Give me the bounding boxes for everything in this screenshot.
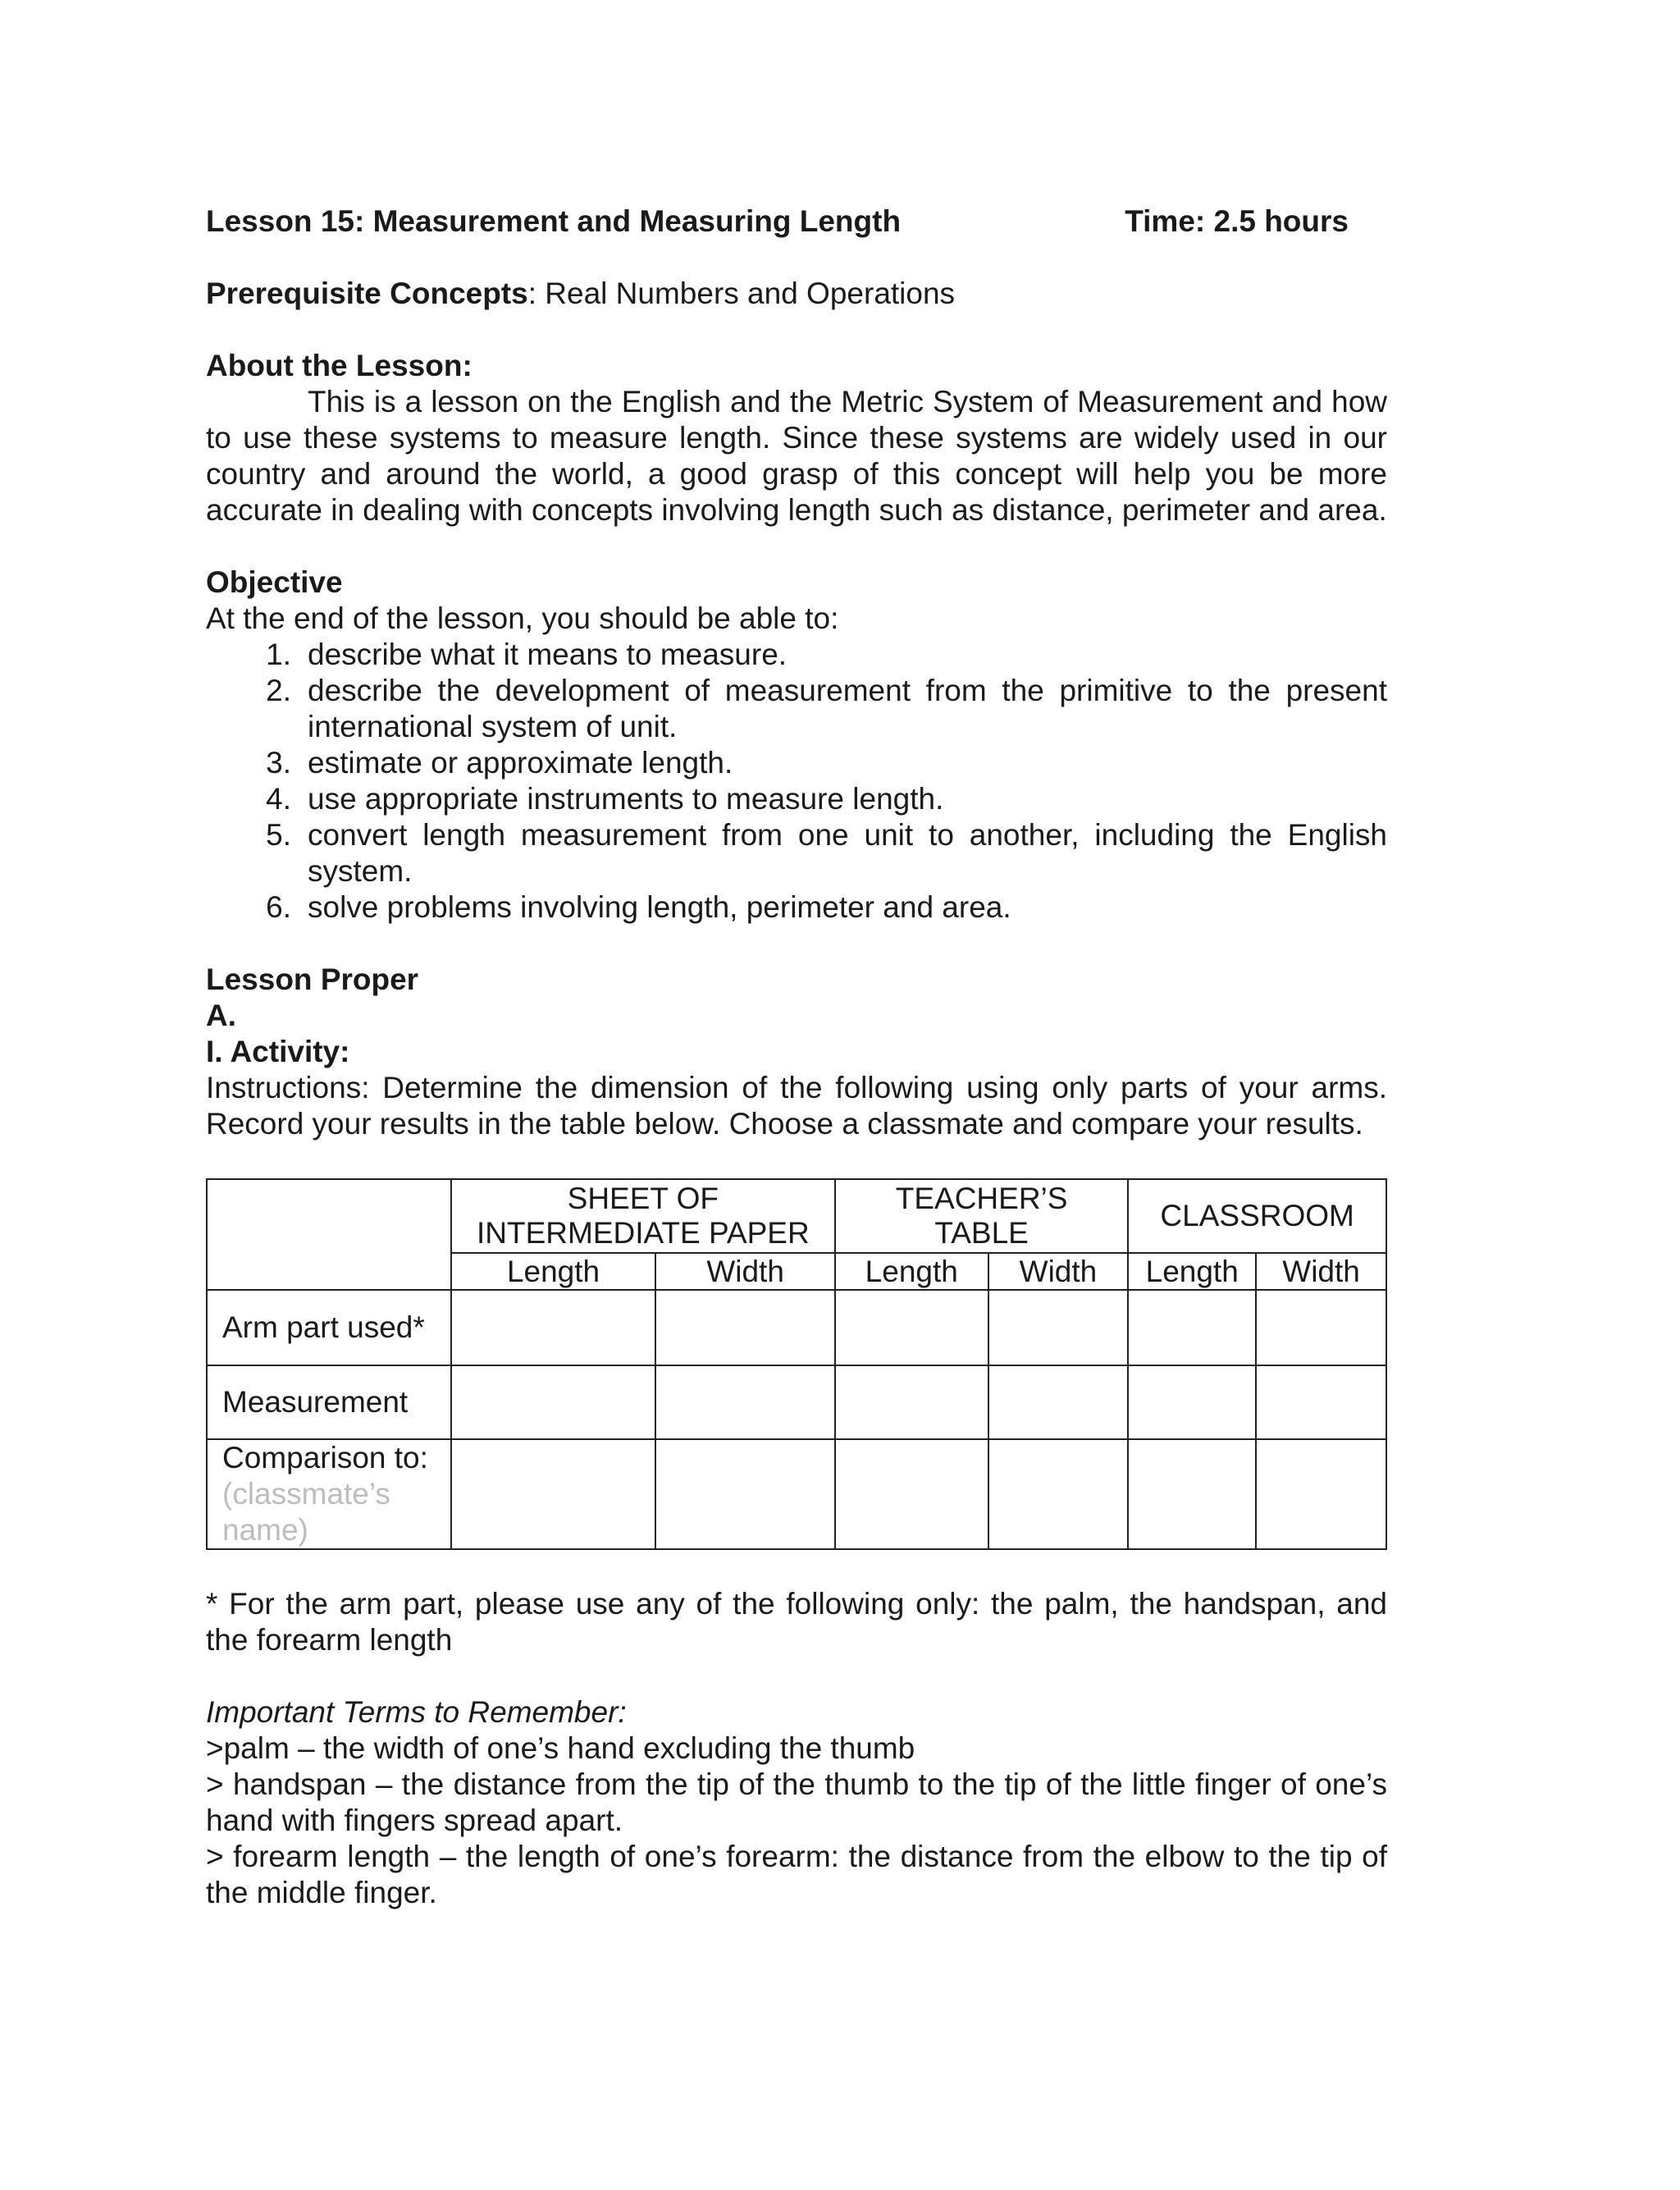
list-item: 5. convert length measurement from one unit to another, including the English system.: [266, 818, 1387, 888]
prerequisite-label: Prerequisite Concepts: [206, 277, 528, 310]
activity-table: [206, 1178, 1387, 1550]
lesson-title-row: [206, 203, 1387, 240]
document-page: [206, 203, 1387, 1911]
table-subheader: Width: [988, 1253, 1129, 1290]
about-text: This is a lesson on the English and the Metric System of Measurement and how to use these systems to measure length. Since these systems are widely used in our country and around the world, a good grasp of this concept will help you be more accurate in dealing with concepts involving length such as distance, perimeter and area.: [206, 385, 1387, 527]
table-cell: [835, 1290, 988, 1365]
lesson-time: Time: 2.5 hours: [1125, 204, 1349, 238]
row-label: Comparison to: (classmate’s name): [207, 1439, 451, 1549]
row-label: Measurement: [207, 1365, 451, 1439]
lesson-proper-heading: Lesson Proper: [206, 962, 419, 996]
table-cell: [451, 1365, 656, 1439]
list-item: 4. use appropriate instruments to measure length.: [266, 782, 944, 816]
table-cell: [988, 1365, 1129, 1439]
prerequisite-text: : Real Numbers and Operations: [527, 277, 956, 310]
table-subheader: Length: [451, 1253, 656, 1290]
table-cell: [988, 1290, 1129, 1365]
objective-intro: At the end of the lesson, you should be able to:: [206, 601, 839, 635]
table-group-header: CLASSROOM: [1128, 1179, 1386, 1253]
table-cell: [835, 1439, 988, 1549]
list-item: 2. describe the development of measurement from the primitive to the present international system of unit.: [266, 674, 1387, 743]
lesson-title: Lesson 15: Measurement and Measuring Length: [206, 204, 902, 238]
list-item: 6. solve problems involving length, perimeter and area.: [266, 890, 1011, 924]
term-palm: >palm – the width of one’s hand excluding the thumb: [206, 1731, 915, 1765]
lesson-proper-part: A.: [206, 999, 236, 1032]
activity-heading: I. Activity:: [206, 1035, 350, 1068]
row-sublabel: (classmate’s name): [222, 1477, 390, 1547]
table-row: [207, 1365, 1386, 1439]
table-subheader: Length: [835, 1253, 988, 1290]
table-cell: [655, 1290, 835, 1365]
term-forearm-length: > forearm length – the length of one’s forearm: the distance from the elbow to the tip of the middle finger.: [206, 1840, 1387, 1909]
table-cell: [1256, 1365, 1386, 1439]
table-cell: [1256, 1439, 1386, 1549]
table-group-header: SHEET OF INTERMEDIATE PAPER: [451, 1179, 835, 1253]
table-footnote: * For the arm part, please use any of the following only: the palm, the handspan, and the forearm length: [206, 1587, 1387, 1657]
table-row: [207, 1439, 1386, 1549]
table-group-header: TEACHER’S TABLE: [835, 1179, 1128, 1253]
list-item: 3. estimate or approximate length.: [266, 746, 733, 780]
table-subheader: Width: [655, 1253, 835, 1290]
activity-instructions: Instructions: Determine the dimension of the following using only parts of your arms. Record your results in the table below. Choose a classmate and compare your results.: [206, 1071, 1387, 1141]
table-cell: [1128, 1439, 1256, 1549]
row-label: Arm part used*: [207, 1290, 451, 1365]
objective-list: [206, 637, 1387, 926]
table-cell: [655, 1439, 835, 1549]
table-cell: [1128, 1365, 1256, 1439]
table-row: [207, 1290, 1386, 1365]
table-cell: [1256, 1290, 1386, 1365]
table-cell: [988, 1439, 1129, 1549]
table-cell: [451, 1290, 656, 1365]
about-heading: About the Lesson:: [206, 349, 472, 382]
list-item: 1. describe what it means to measure.: [266, 638, 788, 671]
table-cell: [451, 1439, 656, 1549]
objective-heading: Objective: [206, 565, 343, 599]
table-cell: [655, 1365, 835, 1439]
table-cell: [1128, 1290, 1256, 1365]
table-subheader: Width: [1256, 1253, 1386, 1290]
table-cell: [835, 1365, 988, 1439]
table-corner-cell: [207, 1179, 451, 1290]
prerequisite-line: [206, 276, 1387, 312]
term-handspan: > handspan – the distance from the tip of the thumb to the tip of the little finger of one’s hand with fingers spread apart.: [206, 1767, 1387, 1837]
table-subheader: Length: [1128, 1253, 1256, 1290]
terms-heading: Important Terms to Remember:: [206, 1695, 627, 1729]
